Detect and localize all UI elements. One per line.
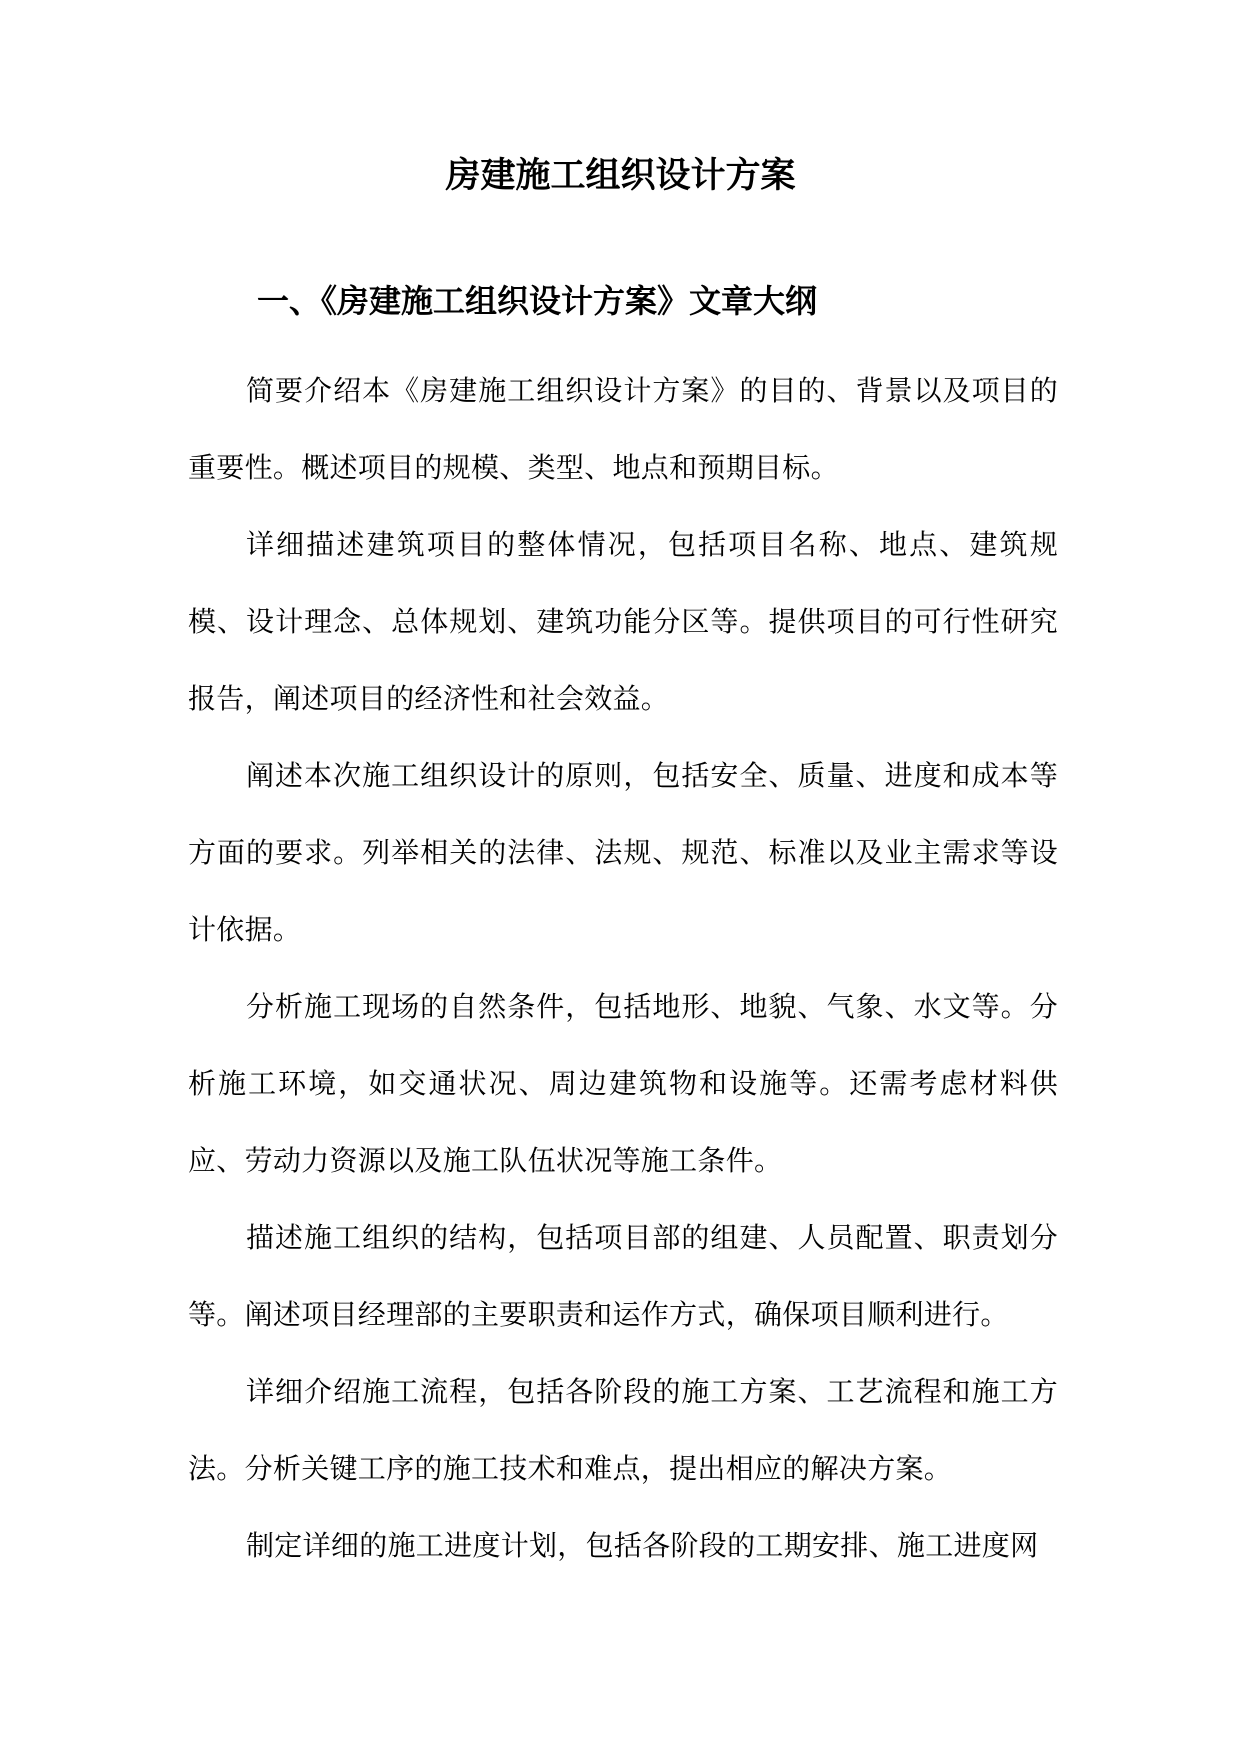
paragraph: 详细介绍施工流程，包括各阶段的施工方案、工艺流程和施工方法。分析关键工序的施工技术和难点，提出相应的解决方案。 <box>188 1375 1058 1485</box>
paragraph: 描述施工组织的结构，包括项目部的组建、人员配置、职责划分等。阐述项目经理部的主要职责和运作方式，确保项目顺利进行。 <box>188 1221 1058 1331</box>
document-title: 房建施工组织设计方案 <box>445 155 796 196</box>
paragraph: 阐述本次施工组织设计的原则，包括安全、质量、进度和成本等方面的要求。列举相关的法律、法规、规范、标准以及业主需求等设计依据。 <box>188 759 1058 946</box>
paragraph: 简要介绍本《房建施工组织设计方案》的目的、背景以及项目的重要性。概述项目的规模、类型、地点和预期目标。 <box>188 374 1058 484</box>
paragraph: 制定详细的施工进度计划，包括各阶段的工期安排、施工进度网 <box>246 1529 1039 1562</box>
document-body <box>188 352 1058 1584</box>
section-heading: 一、《房建施工组织设计方案》文章大纲 <box>257 282 818 320</box>
paragraph: 分析施工现场的自然条件，包括地形、地貌、气象、水文等。分析施工环境，如交通状况、周边建筑物和设施等。还需考虑材料供应、劳动力资源以及施工队伍状况等施工条件。 <box>188 990 1058 1177</box>
paragraph: 详细描述建筑项目的整体情况，包括项目名称、地点、建筑规模、设计理念、总体规划、建筑功能分区等。提供项目的可行性研究报告，阐述项目的经济性和社会效益。 <box>188 528 1058 715</box>
